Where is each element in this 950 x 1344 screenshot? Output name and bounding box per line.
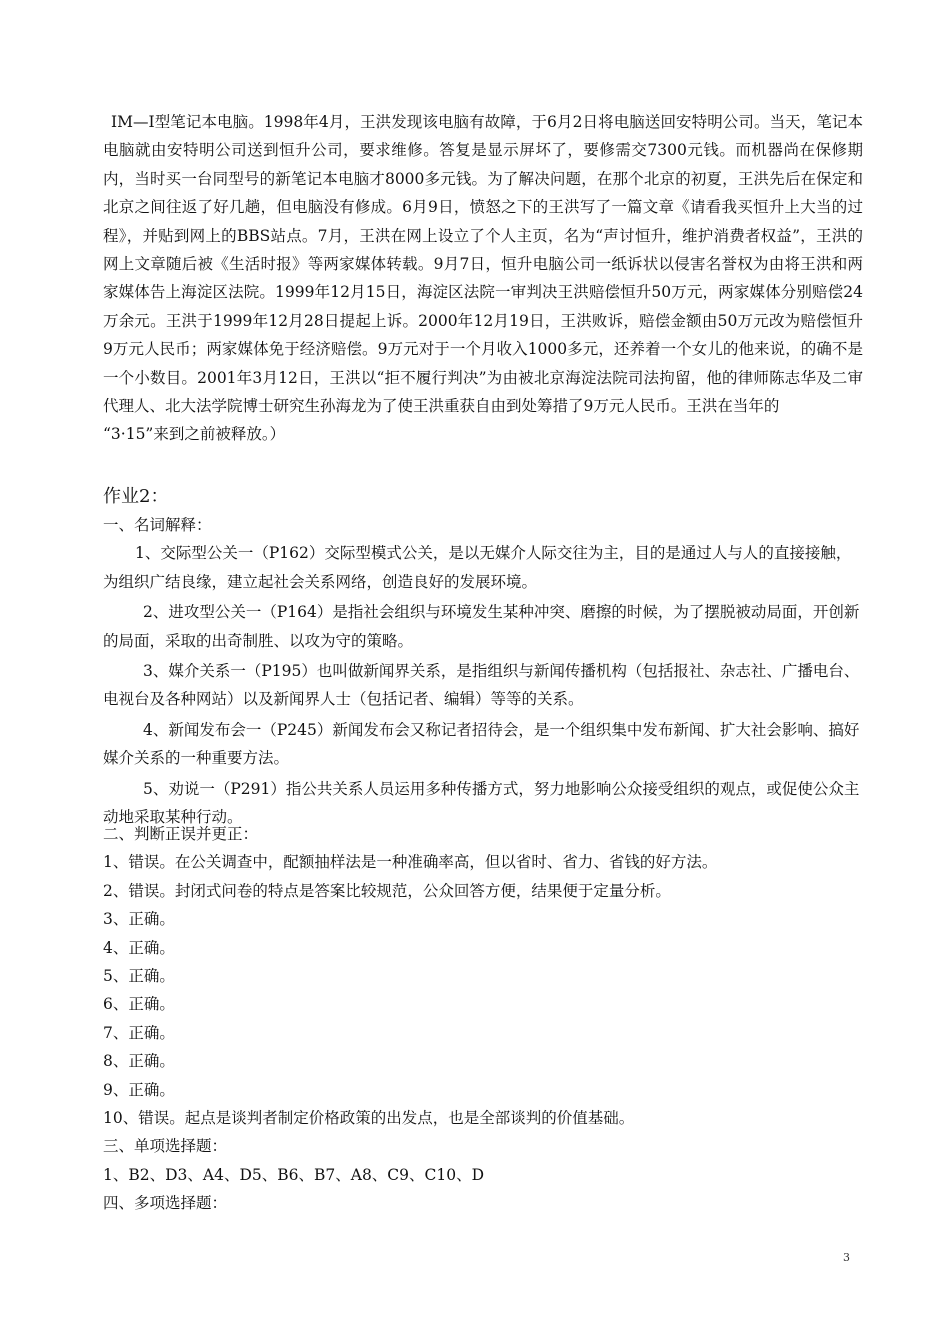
judgement-item: 7、正确。: [103, 1023, 175, 1042]
section-title: 一、名词解释：: [103, 516, 212, 534]
section-title: 二、判断正误并更正：: [103, 825, 259, 843]
judgement-item: 9、正确。: [103, 1080, 175, 1099]
judgement-item: 1、错误。在公关调查中，配额抽样法是一种准确率高，但以省时、省力、省钱的好方法。: [103, 853, 718, 872]
definition-item: 5、劝说一（P291）指公共关系人员运用多种传播方式，努力地影响公众接受组织的观点，或促使公众主动地采取某种行动。: [103, 779, 860, 827]
single-choice-answers: 1、B2、D3、A4、D5、B6、B7、A8、C9、C10、D: [103, 1165, 485, 1184]
case-story-tail: “3·15”来到之前被释放。）: [103, 425, 286, 444]
judgement-item: 2、错误。封闭式问卷的特点是答案比较规范，公众回答方便，结果便于定量分析。: [103, 881, 671, 900]
section-true-false: [103, 820, 863, 1218]
case-story-text: IM—I型笔记本电脑。1998年4月，王洪发现该电脑有故障，于6月2日将电脑送回安特明公司。当天，笔记本电脑就由安特明公司送到恒升公司，要求维修。答复是显示屏坏了，要修需交7300元钱。而机器尚在保修期内，当时买一台同型号的新笔记本电脑才8000多元钱。为了解决问题，在那个北京的初夏，王洪先后在保定和北京之间往返了好几趟，但电脑没有修成。6月9日，愤怒之下的王洪写了一篇文章《请看我买恒升上大当的过程》，并贴到网上的BBS站点。7月，王洪在网上设立了个人主页，名为“声讨恒升，维护消费者权益”，王洪的网上文章随后被《生活时报》等两家媒体转载。9月7日，恒升电脑公司一纸诉状以侵害名誉权为由将王洪和两家媒体告上海淀区法院。1999年12月15日，海淀区法院一审判决王洪赔偿恒升50万元，两家媒体分别赔偿24万余元。王洪于1999年12月28日提起上诉。2000年12月19日，王洪败诉，赔偿金额由50万元改为赔偿恒升9万元人民币；两家媒体免于经济赔偿。9万元对于一个月收入1000多元，还养着一个女儿的他来说，的确不是一个小数目。2001年3月12日，王洪以“拒不履行判决”为由被北京海淀法院司法拘留，他的律师陈志华及二审代理人、北大法学院博士研究生孙海龙为了使王洪重获自由到处筹措了9万元人民币。王洪在当年的: [103, 113, 863, 416]
section-definitions: [103, 511, 863, 831]
judgement-item: 6、正确。: [103, 995, 175, 1014]
judgement-item: 10、错误。起点是谈判者制定价格政策的出发点，也是全部谈判的价值基础。: [103, 1109, 635, 1128]
section-title: 三、单项选择题：: [103, 1137, 228, 1156]
definition-item: 1、交际型公关一（P162）交际型模式公关，是以无媒介人际交往为主，目的是通过人与人的直接接触，为组织广结良缘，建立起社会关系网络，创造良好的发展环境。: [103, 544, 852, 591]
case-story: [103, 108, 863, 449]
definition-item: 4、新闻发布会一（P245）新闻发布会又称记者招待会，是一个组织集中发布新闻、扩大社会影响、搞好媒介关系的一种重要方法。: [103, 720, 860, 768]
judgement-item: 5、正确。: [103, 967, 175, 986]
definition-item: 3、媒介关系一（P195）也叫做新闻界关系，是指组织与新闻传播机构（包括报社、杂志社、广播电台、电视台及各种网站）以及新闻界人士（包括记者、编辑）等等的关系。: [103, 662, 860, 709]
page-number: 3: [843, 1251, 850, 1264]
judgement-item: 3、正确。: [103, 910, 175, 929]
judgement-item: 8、正确。: [103, 1052, 175, 1071]
definition-item: 2、进攻型公关一（P164）是指社会组织与环境发生某种冲突、磨擦的时候，为了摆脱被动局面，开创新的局面，采取的出奇制胜、以攻为守的策略。: [103, 603, 860, 650]
section-title: 四、多项选择题：: [103, 1194, 228, 1213]
assignment-heading: 作业2：: [103, 486, 169, 507]
judgement-item: 4、正确。: [103, 938, 175, 957]
